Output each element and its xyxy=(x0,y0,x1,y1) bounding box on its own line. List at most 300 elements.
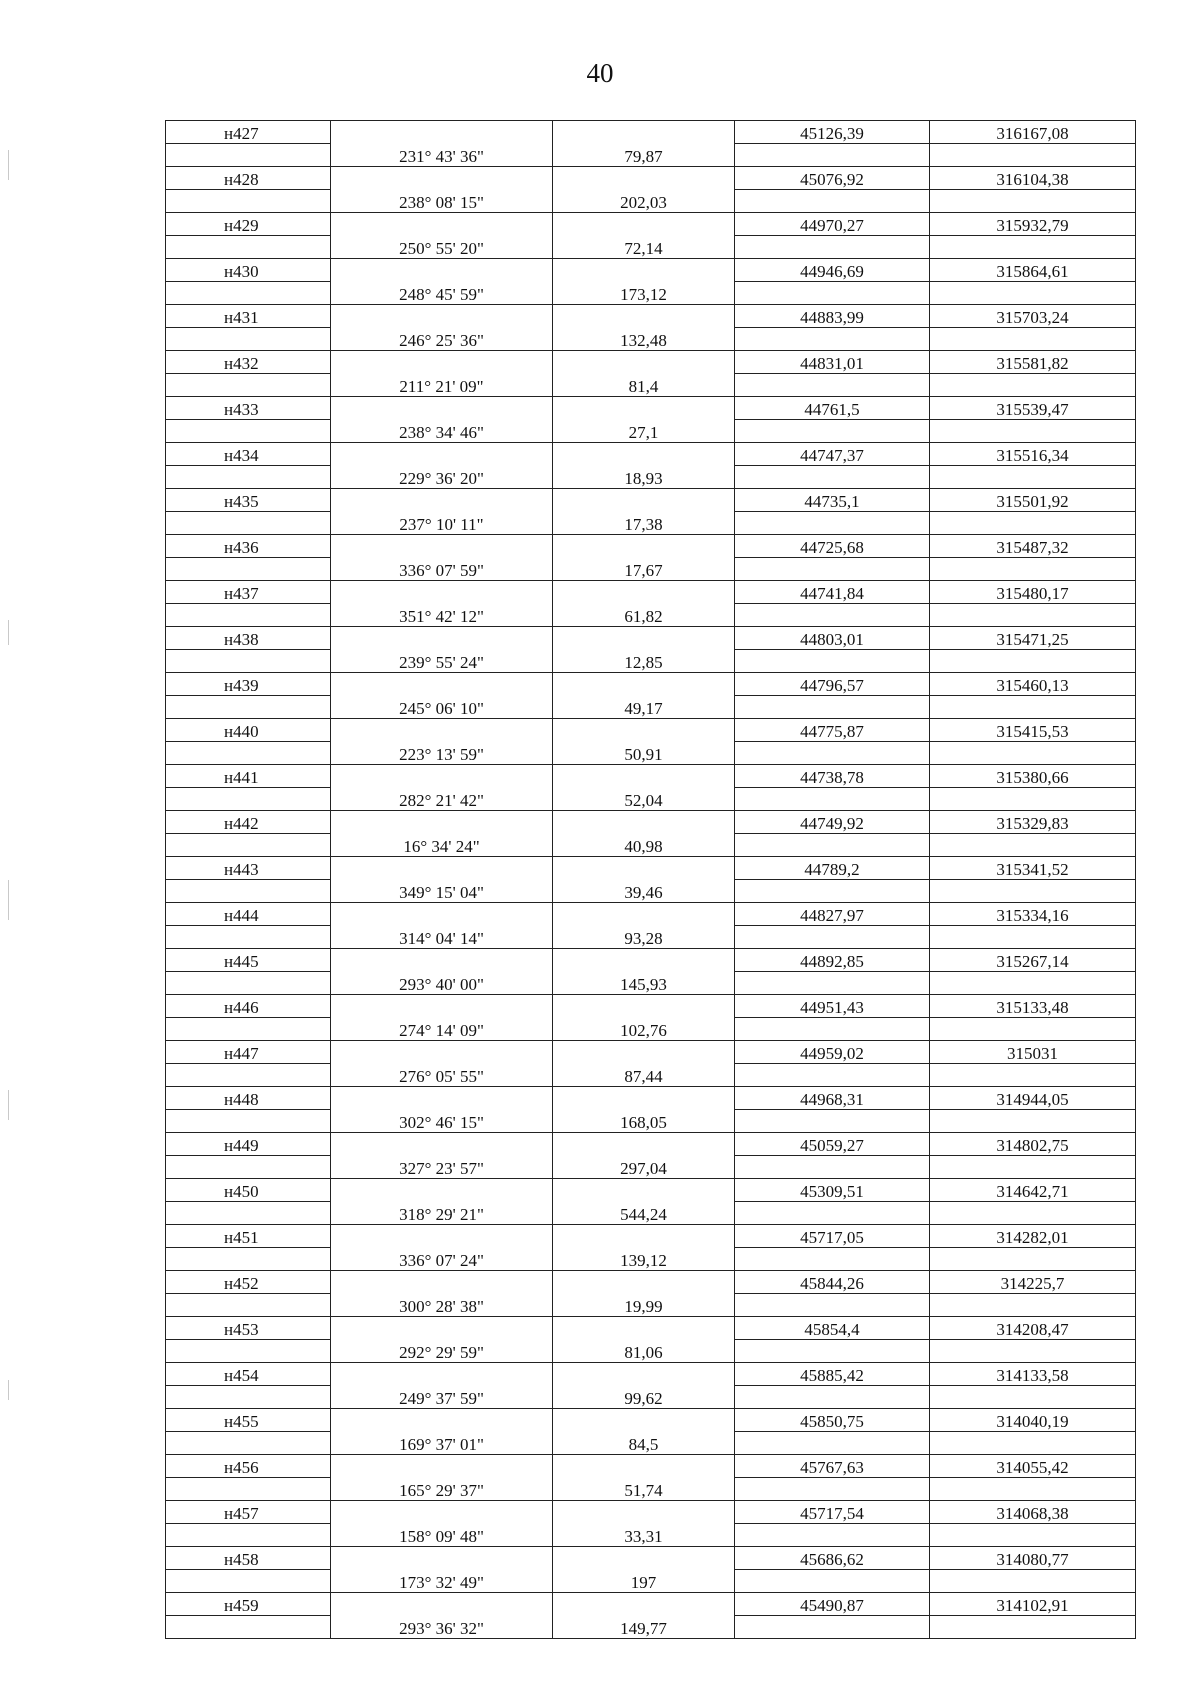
y-coordinate-cell: 314225,7 xyxy=(930,1271,1136,1294)
direction-angle-cell: 245° 06' 10" xyxy=(331,696,553,719)
length-empty-cell xyxy=(553,765,735,788)
angle-empty-cell xyxy=(331,259,553,282)
y-coordinate-cell: 314102,91 xyxy=(930,1593,1136,1616)
segment-empty-cell xyxy=(735,742,930,765)
boundary-coordinates-table xyxy=(165,120,1136,1639)
angle-empty-cell xyxy=(331,857,553,880)
x-coordinate-cell: 44735,1 xyxy=(735,489,930,512)
point-name-cell: н443 xyxy=(166,857,331,880)
segment-empty-cell xyxy=(930,1524,1136,1547)
segment-length-cell: 61,82 xyxy=(553,604,735,627)
segment-row xyxy=(166,420,1136,443)
segment-empty-cell xyxy=(735,1064,930,1087)
angle-empty-cell xyxy=(331,489,553,512)
segment-empty-cell xyxy=(735,512,930,535)
point-name-cell: н432 xyxy=(166,351,331,374)
segment-empty-cell xyxy=(735,144,930,167)
segment-empty-cell xyxy=(166,328,331,351)
segment-length-cell: 17,67 xyxy=(553,558,735,581)
y-coordinate-cell: 315267,14 xyxy=(930,949,1136,972)
segment-empty-cell xyxy=(930,282,1136,305)
x-coordinate-cell: 45767,63 xyxy=(735,1455,930,1478)
segment-row xyxy=(166,834,1136,857)
direction-angle-cell: 165° 29' 37" xyxy=(331,1478,553,1501)
direction-angle-cell: 351° 42' 12" xyxy=(331,604,553,627)
point-row xyxy=(166,397,1136,420)
point-row xyxy=(166,1133,1136,1156)
segment-empty-cell xyxy=(735,190,930,213)
segment-empty-cell xyxy=(166,1524,331,1547)
direction-angle-cell: 211° 21' 09" xyxy=(331,374,553,397)
angle-empty-cell xyxy=(331,351,553,374)
angle-empty-cell xyxy=(331,535,553,558)
segment-empty-cell xyxy=(166,1386,331,1409)
x-coordinate-cell: 44749,92 xyxy=(735,811,930,834)
length-empty-cell xyxy=(553,1455,735,1478)
point-row xyxy=(166,489,1136,512)
segment-row xyxy=(166,1432,1136,1455)
segment-length-cell: 93,28 xyxy=(553,926,735,949)
direction-angle-cell: 239° 55' 24" xyxy=(331,650,553,673)
length-empty-cell xyxy=(553,673,735,696)
segment-length-cell: 79,87 xyxy=(553,144,735,167)
segment-length-cell: 19,99 xyxy=(553,1294,735,1317)
point-name-cell: н433 xyxy=(166,397,331,420)
segment-empty-cell xyxy=(166,466,331,489)
segment-empty-cell xyxy=(735,880,930,903)
point-row xyxy=(166,811,1136,834)
segment-empty-cell xyxy=(930,1156,1136,1179)
x-coordinate-cell: 45126,39 xyxy=(735,121,930,144)
point-row xyxy=(166,627,1136,650)
y-coordinate-cell: 314055,42 xyxy=(930,1455,1136,1478)
y-coordinate-cell: 314080,77 xyxy=(930,1547,1136,1570)
page-number: 40 xyxy=(586,58,614,88)
segment-empty-cell xyxy=(735,374,930,397)
point-row xyxy=(166,167,1136,190)
length-empty-cell xyxy=(553,213,735,236)
x-coordinate-cell: 44738,78 xyxy=(735,765,930,788)
x-coordinate-cell: 44803,01 xyxy=(735,627,930,650)
point-row xyxy=(166,121,1136,144)
segment-empty-cell xyxy=(166,742,331,765)
y-coordinate-cell: 315932,79 xyxy=(930,213,1136,236)
direction-angle-cell: 169° 37' 01" xyxy=(331,1432,553,1455)
segment-empty-cell xyxy=(930,466,1136,489)
point-name-cell: н450 xyxy=(166,1179,331,1202)
segment-row xyxy=(166,144,1136,167)
segment-length-cell: 99,62 xyxy=(553,1386,735,1409)
segment-length-cell: 145,93 xyxy=(553,972,735,995)
segment-empty-cell xyxy=(930,558,1136,581)
x-coordinate-cell: 44741,84 xyxy=(735,581,930,604)
angle-empty-cell xyxy=(331,995,553,1018)
direction-angle-cell: 237° 10' 11" xyxy=(331,512,553,535)
segment-empty-cell xyxy=(166,696,331,719)
point-row xyxy=(166,1179,1136,1202)
scan-mark xyxy=(8,620,9,645)
length-empty-cell xyxy=(553,1041,735,1064)
segment-length-cell: 87,44 xyxy=(553,1064,735,1087)
length-empty-cell xyxy=(553,1317,735,1340)
length-empty-cell xyxy=(553,581,735,604)
length-empty-cell xyxy=(553,811,735,834)
segment-row xyxy=(166,1110,1136,1133)
direction-angle-cell: 238° 34' 46" xyxy=(331,420,553,443)
segment-empty-cell xyxy=(166,512,331,535)
x-coordinate-cell: 44951,43 xyxy=(735,995,930,1018)
segment-length-cell: 168,05 xyxy=(553,1110,735,1133)
segment-empty-cell xyxy=(166,1248,331,1271)
point-row xyxy=(166,443,1136,466)
point-name-cell: н437 xyxy=(166,581,331,604)
segment-row xyxy=(166,1340,1136,1363)
segment-row xyxy=(166,1156,1136,1179)
segment-empty-cell xyxy=(930,742,1136,765)
point-name-cell: н456 xyxy=(166,1455,331,1478)
y-coordinate-cell: 315487,32 xyxy=(930,535,1136,558)
segment-row xyxy=(166,1570,1136,1593)
segment-empty-cell xyxy=(735,1110,930,1133)
direction-angle-cell: 250° 55' 20" xyxy=(331,236,553,259)
segment-empty-cell xyxy=(735,696,930,719)
length-empty-cell xyxy=(553,995,735,1018)
y-coordinate-cell: 314282,01 xyxy=(930,1225,1136,1248)
segment-row xyxy=(166,282,1136,305)
segment-empty-cell xyxy=(166,282,331,305)
length-empty-cell xyxy=(553,1087,735,1110)
segment-empty-cell xyxy=(166,1064,331,1087)
y-coordinate-cell: 314944,05 xyxy=(930,1087,1136,1110)
segment-length-cell: 84,5 xyxy=(553,1432,735,1455)
segment-empty-cell xyxy=(735,420,930,443)
y-coordinate-cell: 314040,19 xyxy=(930,1409,1136,1432)
point-name-cell: н445 xyxy=(166,949,331,972)
x-coordinate-cell: 44959,02 xyxy=(735,1041,930,1064)
direction-angle-cell: 248° 45' 59" xyxy=(331,282,553,305)
angle-empty-cell xyxy=(331,765,553,788)
segment-empty-cell xyxy=(166,604,331,627)
angle-empty-cell xyxy=(331,1593,553,1616)
segment-row xyxy=(166,742,1136,765)
point-name-cell: н458 xyxy=(166,1547,331,1570)
point-name-cell: н436 xyxy=(166,535,331,558)
segment-empty-cell xyxy=(930,144,1136,167)
segment-empty-cell xyxy=(166,1616,331,1639)
angle-empty-cell xyxy=(331,1133,553,1156)
x-coordinate-cell: 45059,27 xyxy=(735,1133,930,1156)
point-row xyxy=(166,1041,1136,1064)
segment-empty-cell xyxy=(930,834,1136,857)
y-coordinate-cell: 314642,71 xyxy=(930,1179,1136,1202)
length-empty-cell xyxy=(553,1271,735,1294)
segment-empty-cell xyxy=(930,1018,1136,1041)
segment-empty-cell xyxy=(930,1202,1136,1225)
point-name-cell: н438 xyxy=(166,627,331,650)
segment-row xyxy=(166,1524,1136,1547)
direction-angle-cell: 158° 09' 48" xyxy=(331,1524,553,1547)
segment-empty-cell xyxy=(166,144,331,167)
segment-length-cell: 297,04 xyxy=(553,1156,735,1179)
segment-empty-cell xyxy=(166,236,331,259)
segment-row xyxy=(166,1248,1136,1271)
segment-empty-cell xyxy=(930,190,1136,213)
length-empty-cell xyxy=(553,903,735,926)
segment-length-cell: 12,85 xyxy=(553,650,735,673)
segment-empty-cell xyxy=(735,1570,930,1593)
segment-empty-cell xyxy=(735,650,930,673)
point-row xyxy=(166,949,1136,972)
angle-empty-cell xyxy=(331,1317,553,1340)
segment-empty-cell xyxy=(166,834,331,857)
point-name-cell: н453 xyxy=(166,1317,331,1340)
segment-empty-cell xyxy=(930,1432,1136,1455)
angle-empty-cell xyxy=(331,1363,553,1386)
segment-length-cell: 544,24 xyxy=(553,1202,735,1225)
segment-row xyxy=(166,374,1136,397)
segment-length-cell: 49,17 xyxy=(553,696,735,719)
length-empty-cell xyxy=(553,1409,735,1432)
segment-row xyxy=(166,236,1136,259)
segment-empty-cell xyxy=(166,972,331,995)
angle-empty-cell xyxy=(331,949,553,972)
direction-angle-cell: 238° 08' 15" xyxy=(331,190,553,213)
x-coordinate-cell: 44827,97 xyxy=(735,903,930,926)
length-empty-cell xyxy=(553,1593,735,1616)
segment-empty-cell xyxy=(930,604,1136,627)
y-coordinate-cell: 315864,61 xyxy=(930,259,1136,282)
segment-row xyxy=(166,1202,1136,1225)
length-empty-cell xyxy=(553,1501,735,1524)
point-name-cell: н441 xyxy=(166,765,331,788)
length-empty-cell xyxy=(553,535,735,558)
point-row xyxy=(166,1593,1136,1616)
length-empty-cell xyxy=(553,351,735,374)
segment-empty-cell xyxy=(166,1340,331,1363)
x-coordinate-cell: 44775,87 xyxy=(735,719,930,742)
segment-empty-cell xyxy=(735,1248,930,1271)
y-coordinate-cell: 315516,34 xyxy=(930,443,1136,466)
segment-empty-cell xyxy=(166,1110,331,1133)
segment-length-cell: 139,12 xyxy=(553,1248,735,1271)
point-name-cell: н455 xyxy=(166,1409,331,1432)
direction-angle-cell: 336° 07' 24" xyxy=(331,1248,553,1271)
segment-length-cell: 40,98 xyxy=(553,834,735,857)
segment-empty-cell xyxy=(166,1294,331,1317)
segment-empty-cell xyxy=(735,282,930,305)
segment-length-cell: 18,93 xyxy=(553,466,735,489)
scan-mark xyxy=(8,1090,9,1120)
x-coordinate-cell: 45844,26 xyxy=(735,1271,930,1294)
y-coordinate-cell: 315460,13 xyxy=(930,673,1136,696)
point-name-cell: н447 xyxy=(166,1041,331,1064)
x-coordinate-cell: 44946,69 xyxy=(735,259,930,282)
point-row xyxy=(166,1271,1136,1294)
angle-empty-cell xyxy=(331,1271,553,1294)
point-row xyxy=(166,305,1136,328)
segment-empty-cell xyxy=(735,788,930,811)
x-coordinate-cell: 45686,62 xyxy=(735,1547,930,1570)
segment-empty-cell xyxy=(735,1524,930,1547)
segment-empty-cell xyxy=(166,1432,331,1455)
segment-row xyxy=(166,926,1136,949)
x-coordinate-cell: 44892,85 xyxy=(735,949,930,972)
y-coordinate-cell: 314802,75 xyxy=(930,1133,1136,1156)
point-name-cell: н457 xyxy=(166,1501,331,1524)
length-empty-cell xyxy=(553,1547,735,1570)
length-empty-cell xyxy=(553,949,735,972)
segment-length-cell: 51,74 xyxy=(553,1478,735,1501)
point-row xyxy=(166,765,1136,788)
segment-empty-cell xyxy=(930,788,1136,811)
segment-empty-cell xyxy=(930,420,1136,443)
angle-empty-cell xyxy=(331,1225,553,1248)
y-coordinate-cell: 315329,83 xyxy=(930,811,1136,834)
segment-empty-cell xyxy=(930,650,1136,673)
x-coordinate-cell: 44883,99 xyxy=(735,305,930,328)
angle-empty-cell xyxy=(331,121,553,144)
direction-angle-cell: 282° 21' 42" xyxy=(331,788,553,811)
length-empty-cell xyxy=(553,121,735,144)
segment-length-cell: 52,04 xyxy=(553,788,735,811)
y-coordinate-cell: 316167,08 xyxy=(930,121,1136,144)
point-name-cell: н431 xyxy=(166,305,331,328)
point-name-cell: н459 xyxy=(166,1593,331,1616)
y-coordinate-cell: 314208,47 xyxy=(930,1317,1136,1340)
length-empty-cell xyxy=(553,719,735,742)
angle-empty-cell xyxy=(331,1501,553,1524)
x-coordinate-cell: 44725,68 xyxy=(735,535,930,558)
segment-empty-cell xyxy=(930,972,1136,995)
y-coordinate-cell: 315334,16 xyxy=(930,903,1136,926)
x-coordinate-cell: 45717,05 xyxy=(735,1225,930,1248)
angle-empty-cell xyxy=(331,1179,553,1202)
angle-empty-cell xyxy=(331,581,553,604)
segment-length-cell: 197 xyxy=(553,1570,735,1593)
direction-angle-cell: 293° 40' 00" xyxy=(331,972,553,995)
segment-row xyxy=(166,328,1136,351)
point-row xyxy=(166,1455,1136,1478)
length-empty-cell xyxy=(553,1133,735,1156)
segment-empty-cell xyxy=(166,420,331,443)
segment-length-cell: 33,31 xyxy=(553,1524,735,1547)
y-coordinate-cell: 315341,52 xyxy=(930,857,1136,880)
point-name-cell: н442 xyxy=(166,811,331,834)
segment-length-cell: 81,4 xyxy=(553,374,735,397)
segment-empty-cell xyxy=(930,1110,1136,1133)
length-empty-cell xyxy=(553,443,735,466)
point-row xyxy=(166,857,1136,880)
segment-empty-cell xyxy=(930,1570,1136,1593)
segment-length-cell: 81,06 xyxy=(553,1340,735,1363)
segment-empty-cell xyxy=(166,190,331,213)
x-coordinate-cell: 45309,51 xyxy=(735,1179,930,1202)
angle-empty-cell xyxy=(331,167,553,190)
point-name-cell: н429 xyxy=(166,213,331,236)
segment-length-cell: 72,14 xyxy=(553,236,735,259)
angle-empty-cell xyxy=(331,213,553,236)
segment-empty-cell xyxy=(930,328,1136,351)
x-coordinate-cell: 45850,75 xyxy=(735,1409,930,1432)
segment-empty-cell xyxy=(930,512,1136,535)
point-name-cell: н448 xyxy=(166,1087,331,1110)
point-row xyxy=(166,259,1136,282)
y-coordinate-cell: 315415,53 xyxy=(930,719,1136,742)
direction-angle-cell: 300° 28' 38" xyxy=(331,1294,553,1317)
point-row xyxy=(166,1547,1136,1570)
y-coordinate-cell: 315539,47 xyxy=(930,397,1136,420)
point-name-cell: н434 xyxy=(166,443,331,466)
angle-empty-cell xyxy=(331,1409,553,1432)
point-name-cell: н435 xyxy=(166,489,331,512)
segment-empty-cell xyxy=(735,1432,930,1455)
direction-angle-cell: 327° 23' 57" xyxy=(331,1156,553,1179)
direction-angle-cell: 246° 25' 36" xyxy=(331,328,553,351)
point-row xyxy=(166,719,1136,742)
segment-row xyxy=(166,696,1136,719)
segment-empty-cell xyxy=(930,1478,1136,1501)
direction-angle-cell: 314° 04' 14" xyxy=(331,926,553,949)
angle-empty-cell xyxy=(331,397,553,420)
segment-empty-cell xyxy=(166,788,331,811)
direction-angle-cell: 249° 37' 59" xyxy=(331,1386,553,1409)
point-name-cell: н428 xyxy=(166,167,331,190)
direction-angle-cell: 231° 43' 36" xyxy=(331,144,553,167)
segment-length-cell: 149,77 xyxy=(553,1616,735,1639)
point-row xyxy=(166,903,1136,926)
point-row xyxy=(166,535,1136,558)
point-name-cell: н452 xyxy=(166,1271,331,1294)
point-row xyxy=(166,1317,1136,1340)
direction-angle-cell: 292° 29' 59" xyxy=(331,1340,553,1363)
point-name-cell: н451 xyxy=(166,1225,331,1248)
y-coordinate-cell: 314133,58 xyxy=(930,1363,1136,1386)
x-coordinate-cell: 45076,92 xyxy=(735,167,930,190)
point-row xyxy=(166,581,1136,604)
point-row xyxy=(166,1409,1136,1432)
x-coordinate-cell: 45717,54 xyxy=(735,1501,930,1524)
segment-empty-cell xyxy=(735,1202,930,1225)
segment-empty-cell xyxy=(735,834,930,857)
segment-empty-cell xyxy=(735,1386,930,1409)
x-coordinate-cell: 44968,31 xyxy=(735,1087,930,1110)
scan-mark xyxy=(8,150,9,180)
scan-mark xyxy=(8,1380,9,1400)
length-empty-cell xyxy=(553,1225,735,1248)
angle-empty-cell xyxy=(331,1547,553,1570)
angle-empty-cell xyxy=(331,811,553,834)
segment-row xyxy=(166,604,1136,627)
segment-empty-cell xyxy=(166,1018,331,1041)
y-coordinate-cell: 315380,66 xyxy=(930,765,1136,788)
segment-empty-cell xyxy=(930,1616,1136,1639)
point-row xyxy=(166,995,1136,1018)
x-coordinate-cell: 44796,57 xyxy=(735,673,930,696)
x-coordinate-cell: 45854,4 xyxy=(735,1317,930,1340)
angle-empty-cell xyxy=(331,719,553,742)
direction-angle-cell: 318° 29' 21" xyxy=(331,1202,553,1225)
length-empty-cell xyxy=(553,259,735,282)
segment-empty-cell xyxy=(166,650,331,673)
direction-angle-cell: 229° 36' 20" xyxy=(331,466,553,489)
segment-row xyxy=(166,558,1136,581)
scan-mark xyxy=(8,880,9,920)
segment-empty-cell xyxy=(735,1478,930,1501)
segment-empty-cell xyxy=(735,972,930,995)
x-coordinate-cell: 44789,2 xyxy=(735,857,930,880)
segment-empty-cell xyxy=(735,1340,930,1363)
point-name-cell: н449 xyxy=(166,1133,331,1156)
